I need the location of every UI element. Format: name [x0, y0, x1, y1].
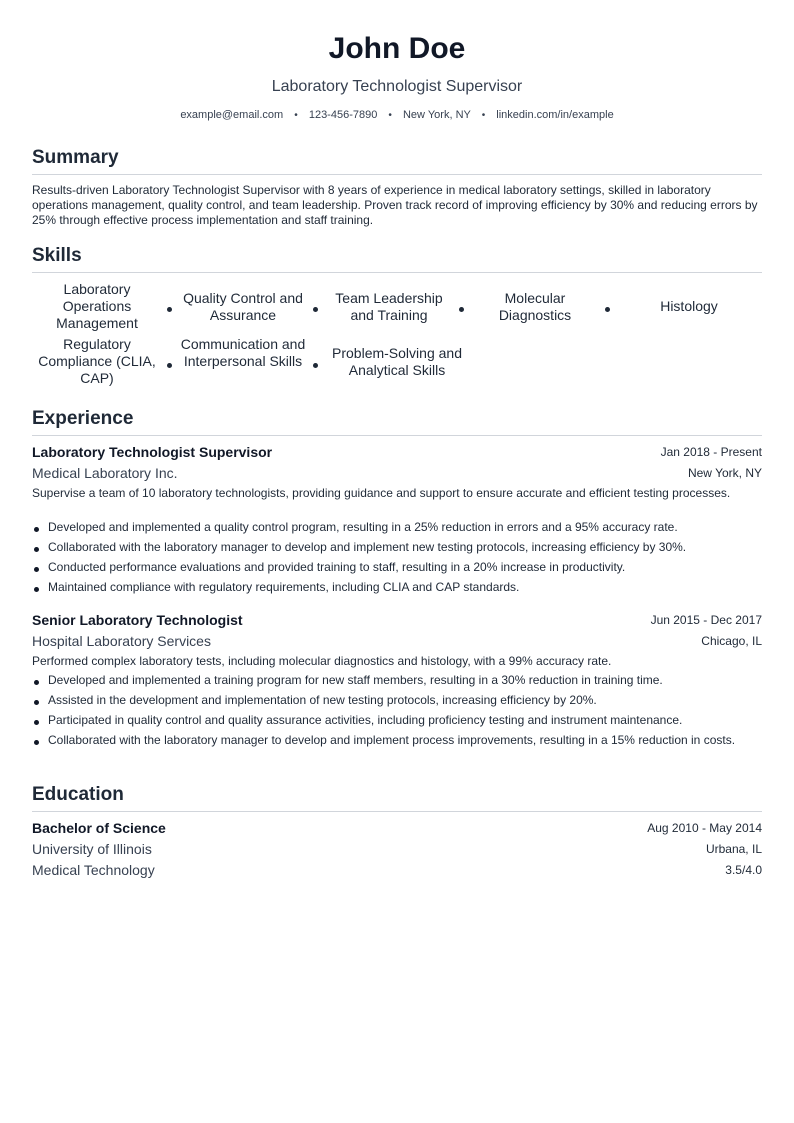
bullet-dot	[34, 700, 39, 705]
experience-heading: Experience	[32, 408, 762, 436]
contact-linkedin[interactable]: linkedin.com/in/example	[496, 109, 614, 121]
separator-dot: •	[481, 110, 486, 121]
bullet-dot	[34, 680, 39, 685]
job-role: Laboratory Technologist Supervisor	[32, 444, 273, 460]
education-degree: Bachelor of Science	[32, 820, 166, 836]
summary-heading: Summary	[32, 147, 762, 175]
bullet-text: Collaborated with the laboratory manager to develop and implement process improvements, resulting in a 15% reduction in costs.	[48, 733, 736, 747]
job-dates: Jun 2015 - Dec 2017	[650, 613, 762, 627]
bullet-dot	[34, 740, 39, 745]
job-location: New York, NY	[687, 466, 762, 480]
skill-item: Communication and Interpersonal Skills	[180, 336, 306, 369]
education-heading: Education	[32, 784, 762, 812]
separator-dot: •	[294, 110, 298, 121]
summary-text: Results-driven Laboratory Technologist Supervisor with 8 years of experience in medical laboratory settings, skilled in laboratory operations management, quality control, and team leadership. Proven track record of improving efficiency by 30% and reducing errors by 25% through effective process implementation and staff training.	[32, 183, 758, 227]
skill-item: Problem-Solving and Analytical Skills	[332, 345, 462, 378]
bullet-dot	[34, 587, 39, 592]
skill-separator-dot	[605, 307, 610, 312]
bullet-text: Developed and implemented a training program for new staff members, resulting in a 30% reduction in training time.	[48, 673, 663, 687]
contact-location: New York, NY	[402, 109, 471, 121]
skill-separator-dot	[313, 363, 318, 368]
candidate-title: Laboratory Technologist Supervisor	[271, 78, 523, 95]
job-location: Chicago, IL	[701, 634, 762, 648]
bullet-text: Assisted in the development and implementation of new testing protocols, increasing efficiency by 20%.	[48, 693, 597, 707]
education-dates: Aug 2010 - May 2014	[647, 821, 762, 835]
education-gpa: 3.5/4.0	[725, 863, 762, 877]
skill-item: Histology	[660, 298, 718, 314]
bullet-dot	[34, 567, 39, 572]
skill-separator-dot	[167, 363, 172, 368]
skill-item: Molecular Diagnostics	[498, 290, 572, 323]
job-role: Senior Laboratory Technologist	[32, 612, 243, 628]
job-dates: Jan 2018 - Present	[660, 445, 762, 459]
education-school: University of Illinois	[32, 841, 152, 857]
bullet-dot	[34, 527, 39, 532]
bullet-text: Maintained compliance with regulatory requirements, including CLIA and CAP standards.	[48, 580, 520, 594]
contact-phone[interactable]: 123-456-7890	[308, 109, 378, 121]
bullet-text: Conducted performance evaluations and provided training to staff, resulting in a 20% increase in productivity.	[48, 560, 626, 574]
skill-item: Quality Control and Assurance	[183, 290, 303, 323]
job-company: Hospital Laboratory Services	[32, 633, 211, 649]
skill-separator-dot	[167, 307, 172, 312]
candidate-name: John Doe	[328, 32, 466, 65]
skill-item: Laboratory Operations Management	[56, 281, 138, 331]
skill-item: Team Leadership and Training	[335, 290, 443, 323]
bullet-dot	[34, 547, 39, 552]
skill-separator-dot	[459, 307, 464, 312]
separator-dot: •	[388, 110, 392, 121]
skill-item: Regulatory Compliance (CLIA, CAP)	[38, 336, 156, 386]
job-description: Supervise a team of 10 laboratory technologists, providing guidance and support to ensure accurate and efficient testing processes.	[32, 486, 731, 500]
job-description: Performed complex laboratory tests, including molecular diagnostics and histology, with a 99% accuracy rate.	[32, 654, 612, 668]
skills-heading: Skills	[32, 245, 762, 273]
contact-email[interactable]: example@email.com	[180, 109, 284, 121]
education-location: Urbana, IL	[705, 842, 762, 856]
bullet-text: Collaborated with the laboratory manager to develop and implement new testing protocols, increasing efficiency by 30%.	[48, 540, 687, 554]
bullet-dot	[34, 720, 39, 725]
contact-line	[32, 108, 762, 123]
education-field: Medical Technology	[32, 862, 155, 878]
job-company: Medical Laboratory Inc.	[32, 465, 178, 481]
skill-separator-dot	[313, 307, 318, 312]
bullet-text: Developed and implemented a quality control program, resulting in a 25% reduction in errors and a 95% accuracy rate.	[48, 520, 678, 534]
bullet-text: Participated in quality control and quality assurance activities, including proficiency testing and instrument maintenance.	[48, 713, 683, 727]
